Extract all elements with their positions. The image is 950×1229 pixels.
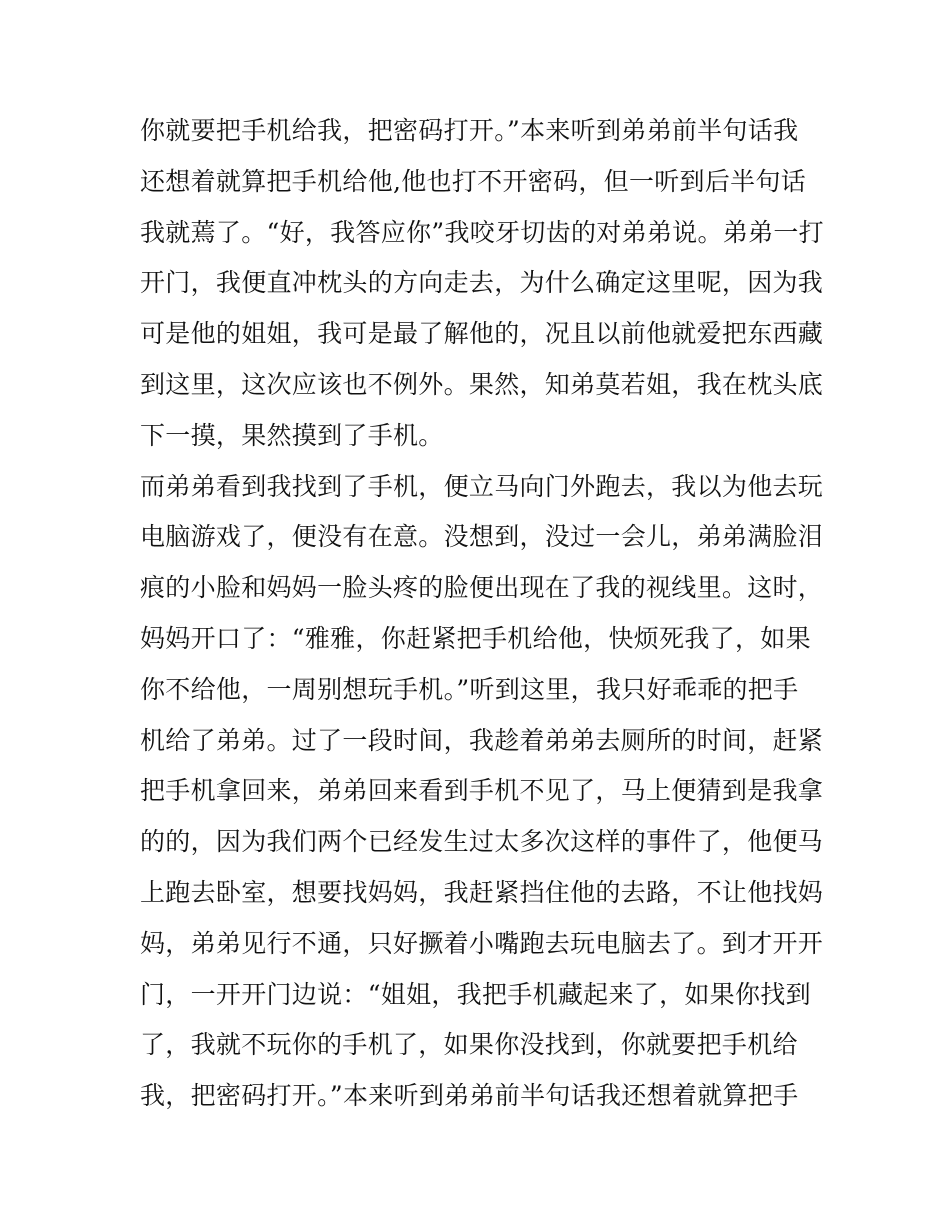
- text-line: 了，我就不玩你的手机了，如果你没找到，你就要把手机给: [140, 1030, 798, 1060]
- text-line: 到这里，这次应该也不例外。果然，知弟莫若姐，我在枕头底: [140, 369, 824, 399]
- document-body: [140, 106, 824, 1122]
- text-line: 妈，弟弟见行不通，只好撅着小嘴跑去玩电脑去了。到才开开: [140, 928, 824, 958]
- text-line: 我就蔫了。“好，我答应你”我咬牙切齿的对弟弟说。弟弟一打: [140, 217, 824, 247]
- text-line: 机给了弟弟。过了一段时间，我趁着弟弟去厕所的时间，赶紧: [140, 725, 824, 755]
- text-line: 你不给他，一周别想玩手机。”听到这里，我只好乖乖的把手: [140, 674, 799, 704]
- text-line: 而弟弟看到我找到了手机，便立马向门外跑去，我以为他去玩: [140, 471, 824, 501]
- text-line: 你就要把手机给我，把密码打开。”本来听到弟弟前半句话我: [140, 116, 799, 145]
- text-line: 痕的小脸和妈妈一脸头疼的脸便出现在了我的视线里。这时，: [140, 573, 824, 603]
- text-line: 的的，因为我们两个已经发生过太多次这样的事件了，他便马: [140, 827, 824, 857]
- text-line: 把手机拿回来，弟弟回来看到手机不见了，马上便猜到是我拿: [140, 776, 824, 806]
- text-line: 开门，我便直冲枕头的方向走去，为什么确定这里呢，因为我: [140, 268, 824, 298]
- text-line: 我，把密码打开。”本来听到弟弟前半句话我还想着就算把手: [140, 1081, 799, 1111]
- text-line: 上跑去卧室，想要找妈妈，我赶紧挡住他的去路，不让他找妈: [140, 877, 824, 907]
- text-line: 还想着就算把手机给他,他也打不开密码，但一听到后半句话: [140, 166, 807, 196]
- text-line: 妈妈开口了：“雅雅，你赶紧把手机给他，快烦死我了，如果: [140, 623, 811, 653]
- text-line: 电脑游戏了，便没有在意。没想到，没过一会儿，弟弟满脸泪: [140, 522, 824, 552]
- text-line: 门，一开开门边说：“姐姐，我把手机藏起来了，如果你找到: [140, 979, 811, 1009]
- text-line: 可是他的姐姐，我可是最了解他的，况且以前他就爱把东西藏: [140, 319, 824, 349]
- text-line: 下一摸，果然摸到了手机。: [140, 420, 444, 450]
